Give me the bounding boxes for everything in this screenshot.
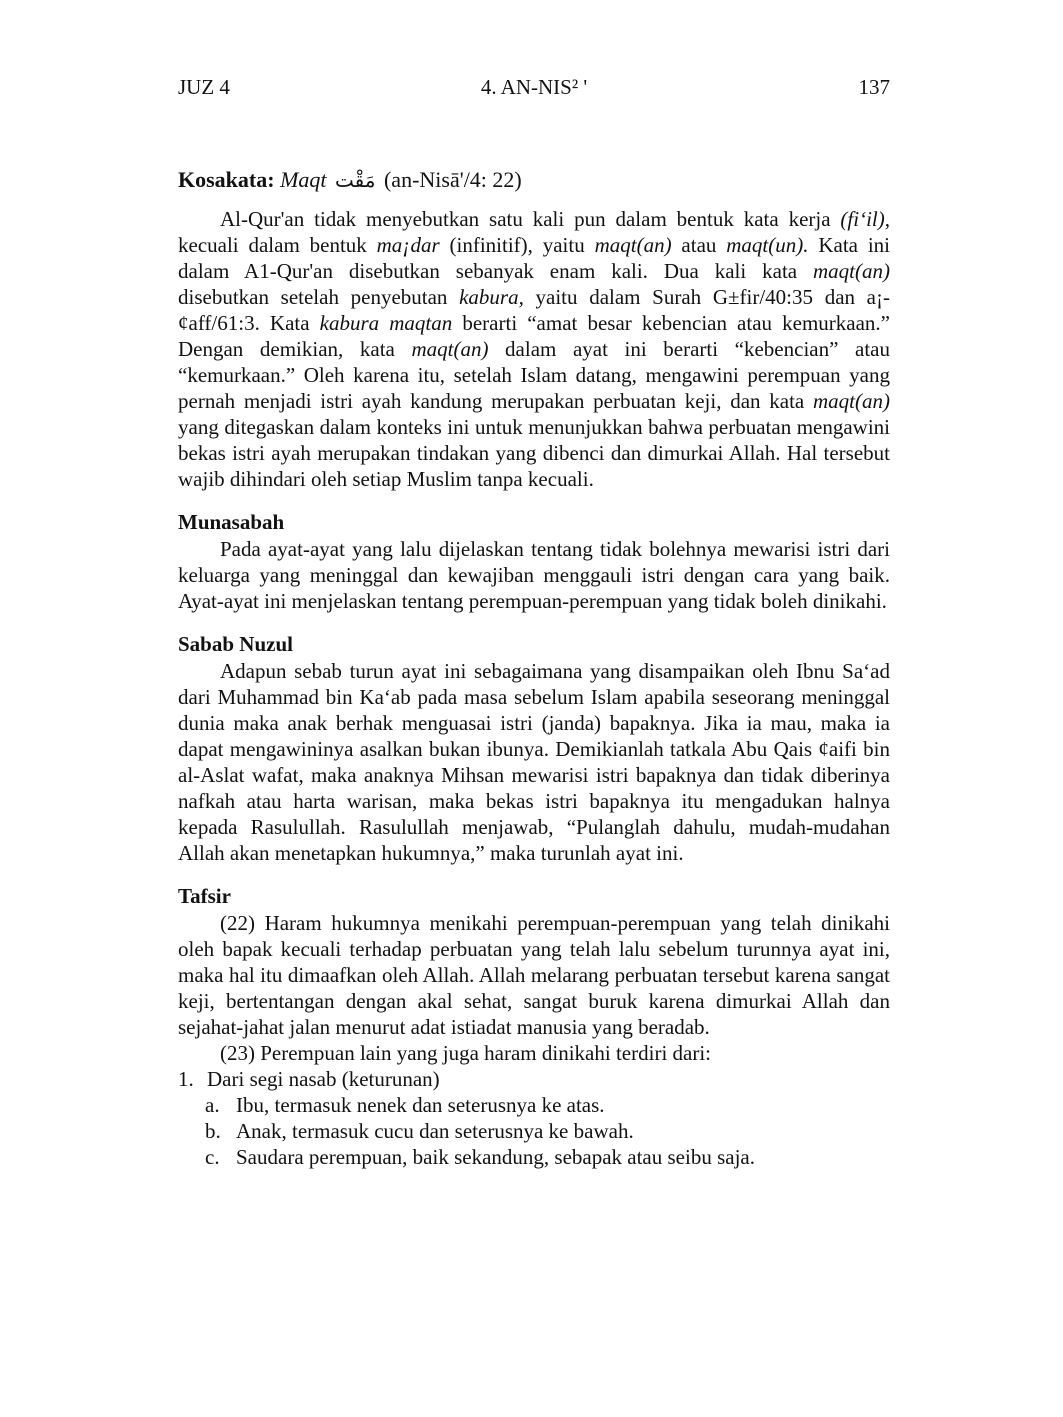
sabab-nuzul-heading: Sabab Nuzul: [178, 632, 293, 656]
surah-title: 4. AN-NIS² ': [480, 75, 588, 99]
munasabah-paragraph: Pada ayat-ayat yang lalu dijelaskan tentang tidak bolehnya mewarisi istri dari keluarga yang meninggal dan kewajiban menggauli istri dengan cara yang baik. Ayat-ayat ini menjelaskan tentang perempuan-perempuan yang tidak boleh dinikahi.: [178, 537, 890, 613]
kosakata-heading: Kosakata: Maqt مَقْت (an-Nisā'/4: 22): [178, 167, 522, 192]
list-text: Saudara perempuan, baik sekandung, sebapak atau seibu saja.: [236, 1145, 755, 1169]
page-header: [178, 74, 890, 100]
list-item-ibu: [205, 1092, 890, 1118]
page-number: 137: [858, 75, 890, 99]
sabab-nuzul-paragraph: Adapun sebab turun ayat ini sebagaimana yang disampaikan oleh Ibnu Sa‘ad dari Muhammad bin Ka‘ab pada masa sebelum Islam apabila seseorang meninggal dunia maka anak berhak menguasai istri (janda) bapaknya. Jika ia mau, maka ia dapat mengawininya asalkan bukan ibunya. Demikianlah tatkala Abu Qais ¢aifi bin al-Aslat wafat, maka anaknya Mihsan mewarisi istri bapaknya dan tidak diberinya nafkah atau harta warisan, maka bekas istri bapaknya itu mengadukan halnya kepada Rasulullah. Rasulullah menjawab, “Pulanglah dahulu, mudah-mudahan Allah akan menetapkan hukumnya,” maka turunlah ayat ini.: [178, 659, 890, 865]
list-item-nasab: [178, 1066, 890, 1092]
list-item-anak: [205, 1118, 890, 1144]
munasabah-heading: Munasabah: [178, 510, 285, 534]
tafsir-heading: Tafsir: [178, 884, 231, 908]
tafsir-paragraph-23: (23) Perempuan lain yang juga haram dinikahi terdiri dari:: [220, 1041, 712, 1065]
list-marker: 1.: [178, 1067, 194, 1091]
list-marker: c.: [205, 1145, 220, 1169]
juz-label: JUZ 4: [178, 75, 230, 99]
list-marker: a.: [205, 1093, 220, 1117]
kosakata-paragraph: Al-Qur'an tidak menyebutkan satu kali pun dalam bentuk kata kerja (fi‘il), kecuali dalam bentuk ma¡dar (infinitif), yaitu maqt(an) atau maqt(un). Kata ini dalam A1-Qur'an disebutkan sebanyak enam kali. Dua kali kata maqt(an) disebutkan setelah penyebutan kabura, yaitu dalam Surah G±fir/40:35 dan a¡-¢aff/61:3. Kata kabura maqtan berarti “amat besar kebencian atau kemurkaan.” Dengan demikian, kata maqt(an) dalam ayat ini berarti “kebencian” atau “kemurkaan.” Oleh karena itu, setelah Islam datang, mengawini perempuan yang pernah menjadi istri ayah kandung merupakan perbuatan keji, dan kata maqt(an) yang ditegaskan dalam konteks ini untuk menunjukkan bahwa perbuatan mengawini bekas istri ayah merupakan tindakan yang dibenci dan dimurkai Allah. Hal tersebut wajib dihindari oleh setiap Muslim tanpa kecuali.: [178, 207, 890, 491]
list-marker: b.: [205, 1119, 221, 1143]
tafsir-paragraph-22: (22) Haram hukumnya menikahi perempuan-perempuan yang telah dinikahi oleh bapak kecuali terhadap perbuatan yang telah lalu sebelum turunnya ayat ini, maka hal itu dimaafkan oleh Allah. Allah melarang perbuatan tersebut karena sangat keji, bertentangan dengan akal sehat, sangat buruk karena dimurkai Allah dan sejahat-jahat jalan menurut adat istiadat manusia yang beradab.: [178, 911, 890, 1039]
list-text: Ibu, termasuk nenek dan seterusnya ke atas.: [236, 1093, 605, 1117]
list-item-saudara-perempuan: [205, 1144, 890, 1170]
list-text: Anak, termasuk cucu dan seterusnya ke bawah.: [236, 1119, 634, 1143]
list-text: Dari segi nasab (keturunan): [207, 1067, 440, 1091]
